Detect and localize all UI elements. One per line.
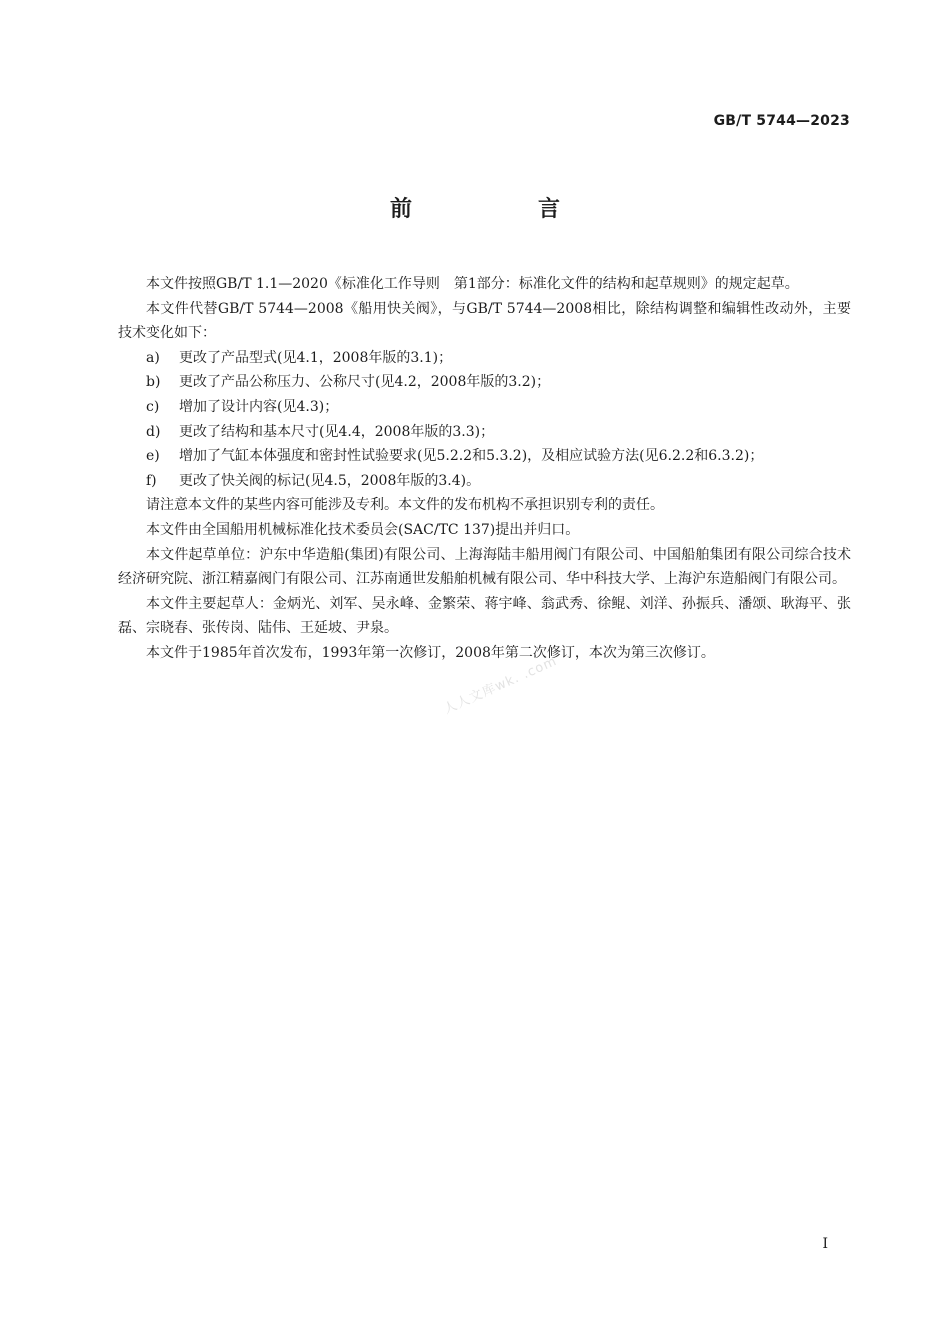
list-item-marker: a) bbox=[146, 349, 160, 366]
list-item-text: 更改了快关阀的标记(见4.5，2008年版的3.4)。 bbox=[179, 472, 481, 489]
list-item-text: 增加了气缸本体强度和密封性试验要求(见5.2.2和5.3.2)，及相应试验方法(见6.2.2和6.3.2)； bbox=[179, 448, 764, 465]
watermark: 人人文库wk. .com bbox=[441, 653, 560, 718]
list-item-change-b bbox=[118, 370, 851, 395]
paragraph-drafting-units: 本文件起草单位：沪东中华造船(集团)有限公司、上海海陆丰船用阀门有限公司、中国船舶集团有限公司综合技术经济研究院、浙江精嘉阀门有限公司、江苏南通世发船舶机械有限公司、华中科技大学、上海沪东造船阀门有限公司。 bbox=[118, 546, 851, 588]
paragraph-drafting-rules: 本文件按照GB/T 1.1—2020《标准化工作导则 第1部分：标准化文件的结构和起草规则》的规定起草。 bbox=[146, 276, 799, 292]
paragraph-patent-notice: 请注意本文件的某些内容可能涉及专利。本文件的发布机构不承担识别专利的责任。 bbox=[146, 497, 664, 514]
list-item-text: 更改了结构和基本尺寸(见4.4，2008年版的3.3)； bbox=[179, 423, 495, 440]
list-item-text: 更改了产品型式(见4.1，2008年版的3.1)； bbox=[179, 349, 453, 366]
page-title: 前 言 bbox=[389, 197, 612, 222]
foreword-body bbox=[118, 272, 851, 666]
list-item-change-c bbox=[118, 395, 851, 420]
list-item-change-f bbox=[118, 469, 851, 494]
paragraph-history: 本文件于1985年首次发布，1993年第一次修订，2008年第二次修订，本次为第三次修订。 bbox=[146, 644, 715, 661]
list-item-change-d bbox=[118, 420, 851, 445]
list-item-marker: e) bbox=[146, 448, 160, 465]
paragraph-replacement: 本文件代替GB/T 5744—2008《船用快关阀》，与GB/T 5744—2008相比，除结构调整和编辑性改动外，主要技术变化如下： bbox=[118, 300, 851, 342]
list-item-marker: f) bbox=[146, 472, 157, 489]
list-item-marker: c) bbox=[146, 398, 160, 415]
list-item-marker: d) bbox=[146, 423, 161, 440]
list-item-marker: b) bbox=[146, 374, 161, 391]
list-item-text: 增加了设计内容(见4.3)； bbox=[179, 398, 339, 415]
standard-code: GB/T 5744—2023 bbox=[713, 113, 850, 129]
list-item-change-e bbox=[118, 444, 851, 469]
list-item-text: 更改了产品公称压力、公称尺寸(见4.2，2008年版的3.2)； bbox=[179, 374, 551, 391]
list-item-change-a bbox=[118, 346, 851, 371]
paragraph-drafters: 本文件主要起草人：金炳光、刘军、吴永峰、金繁荣、蒋宇峰、翁武秀、徐鲲、刘洋、孙振兵、潘颂、耿海平、张磊、宗晓春、张传岗、陆伟、王延坡、尹泉。 bbox=[118, 595, 851, 637]
paragraph-committee: 本文件由全国船用机械标准化技术委员会(SAC/TC 137)提出并归口。 bbox=[146, 521, 580, 538]
page-number: I bbox=[822, 1236, 828, 1252]
